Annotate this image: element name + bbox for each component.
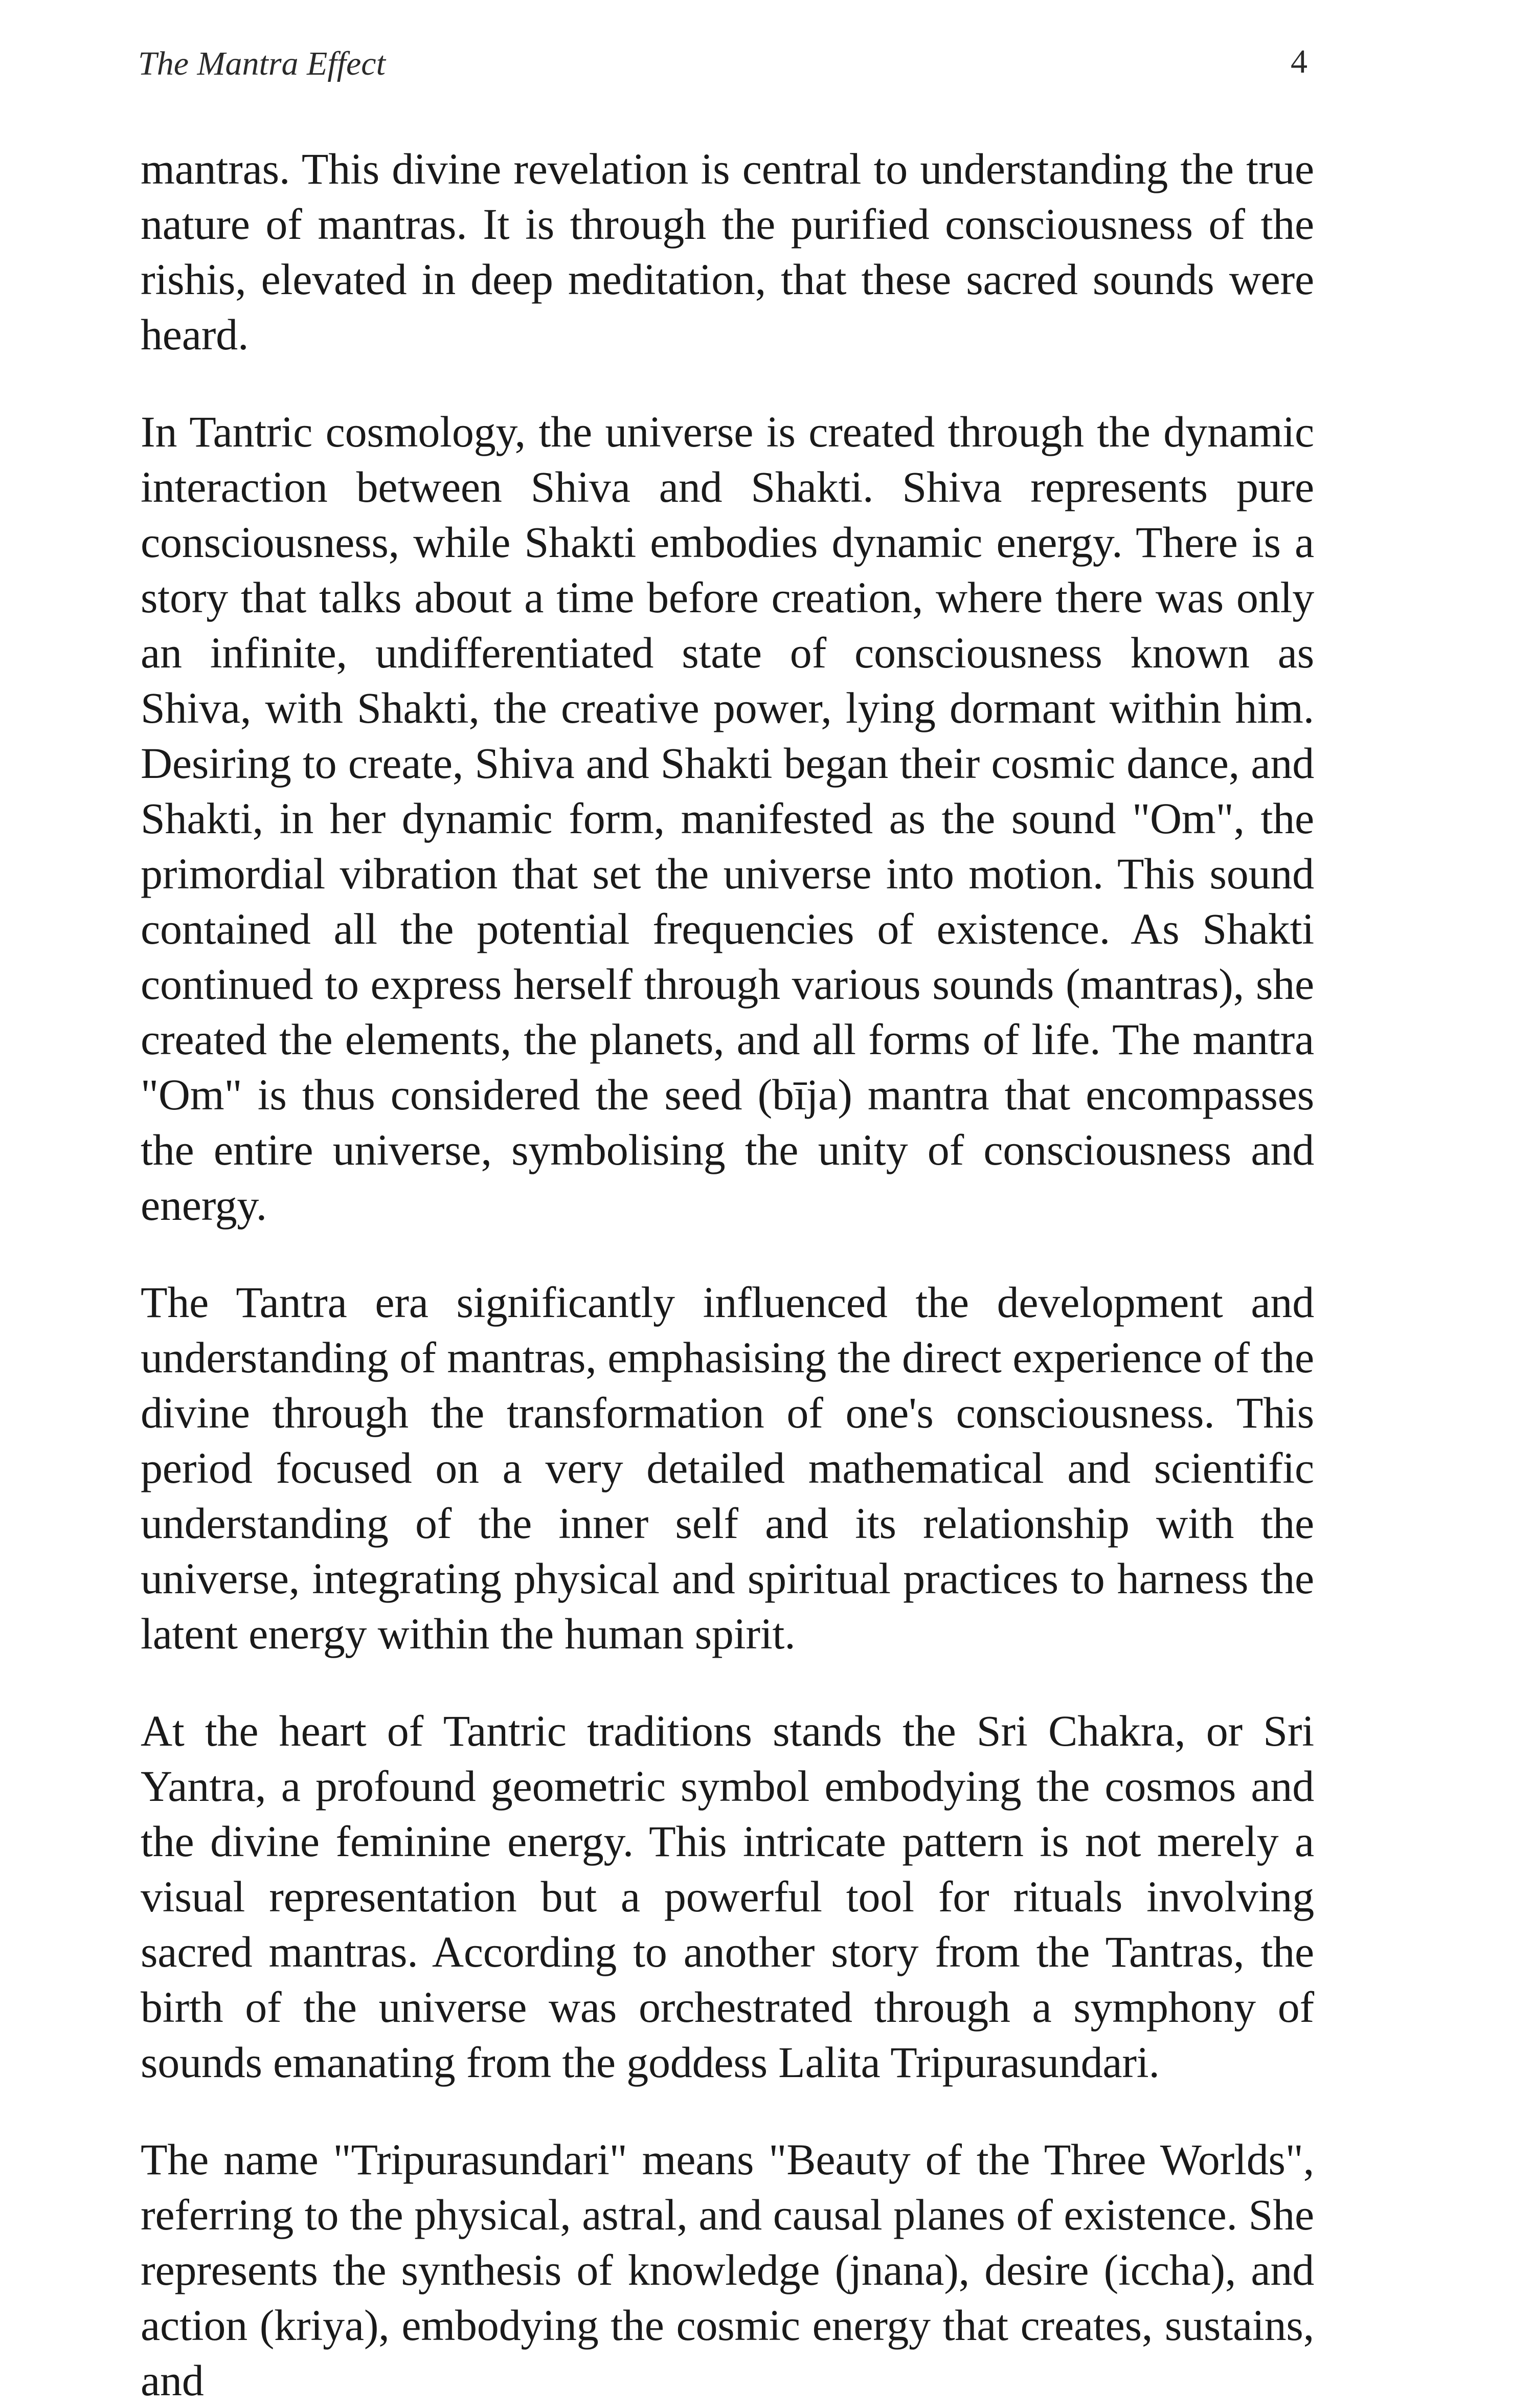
paragraph-4: At the heart of Tantric traditions stands the Sri Chakra, or Sri Yantra, a profound geometric symbol embodying the cosmos and the divine feminine energy. This intricate pattern is not merely a visual representation but a powerful tool for rituals involving sacred mantras. According to another story from the Tantras, the birth of the universe was orchestrated through a symphony of sounds emanating from the goddess Lalita Tripurasundari. (141, 1706, 1314, 2087)
paragraph-3: The Tantra era significantly influenced the development and understanding of mantras, emphasising the direct experience of the divine through the transformation of one's consciousness. This period focused on a very detailed mathematical and scientific understanding of the inner self and its relationship with the universe, integrating physical and spiritual practices to harness the latent energy within the human spirit. (141, 1278, 1314, 1658)
paragraph-1: mantras. This divine revelation is central to understanding the true nature of mantras. It is through the purified consciousness of the rishis, elevated in deep meditation, that these sacred sounds were heard. (141, 144, 1314, 359)
page-number: 4 (1291, 43, 1307, 80)
running-head-title: The Mantra Effect (138, 45, 386, 82)
paragraph-2: In Tantric cosmology, the universe is created through the dynamic interaction between Shiva and Shakti. Shiva represents pure consciousness, while Shakti embodies dynamic energy. There is a story that talks about a time before creation, where there was only an infinite, undifferentiated state of consciousness known as Shiva, with Shakti, the creative power, lying dormant within him. Desiring to create, Shiva and Shakti began their cosmic dance, and Shakti, in her dynamic form, manifested as the sound "Om", the primordial vibration that set the universe into motion. This sound contained all the potential frequencies of existence. As Shakti continued to express herself through various sounds (mantras), she created the elements, the planets, and all forms of life. The mantra "Om" is thus considered the seed (bīja) mantra that encompasses the entire universe, symbolising the unity of consciousness and energy. (141, 407, 1314, 1230)
paragraph-5: The name "Tripurasundari" means "Beauty of the Three Worlds", referring to the physical, astral, and causal planes of existence. She represents the synthesis of knowledge (jnana), desire (iccha), and action (kriya), embodying the cosmic energy that creates, sustains, and (141, 2135, 1314, 2405)
body-text (141, 141, 1314, 2408)
